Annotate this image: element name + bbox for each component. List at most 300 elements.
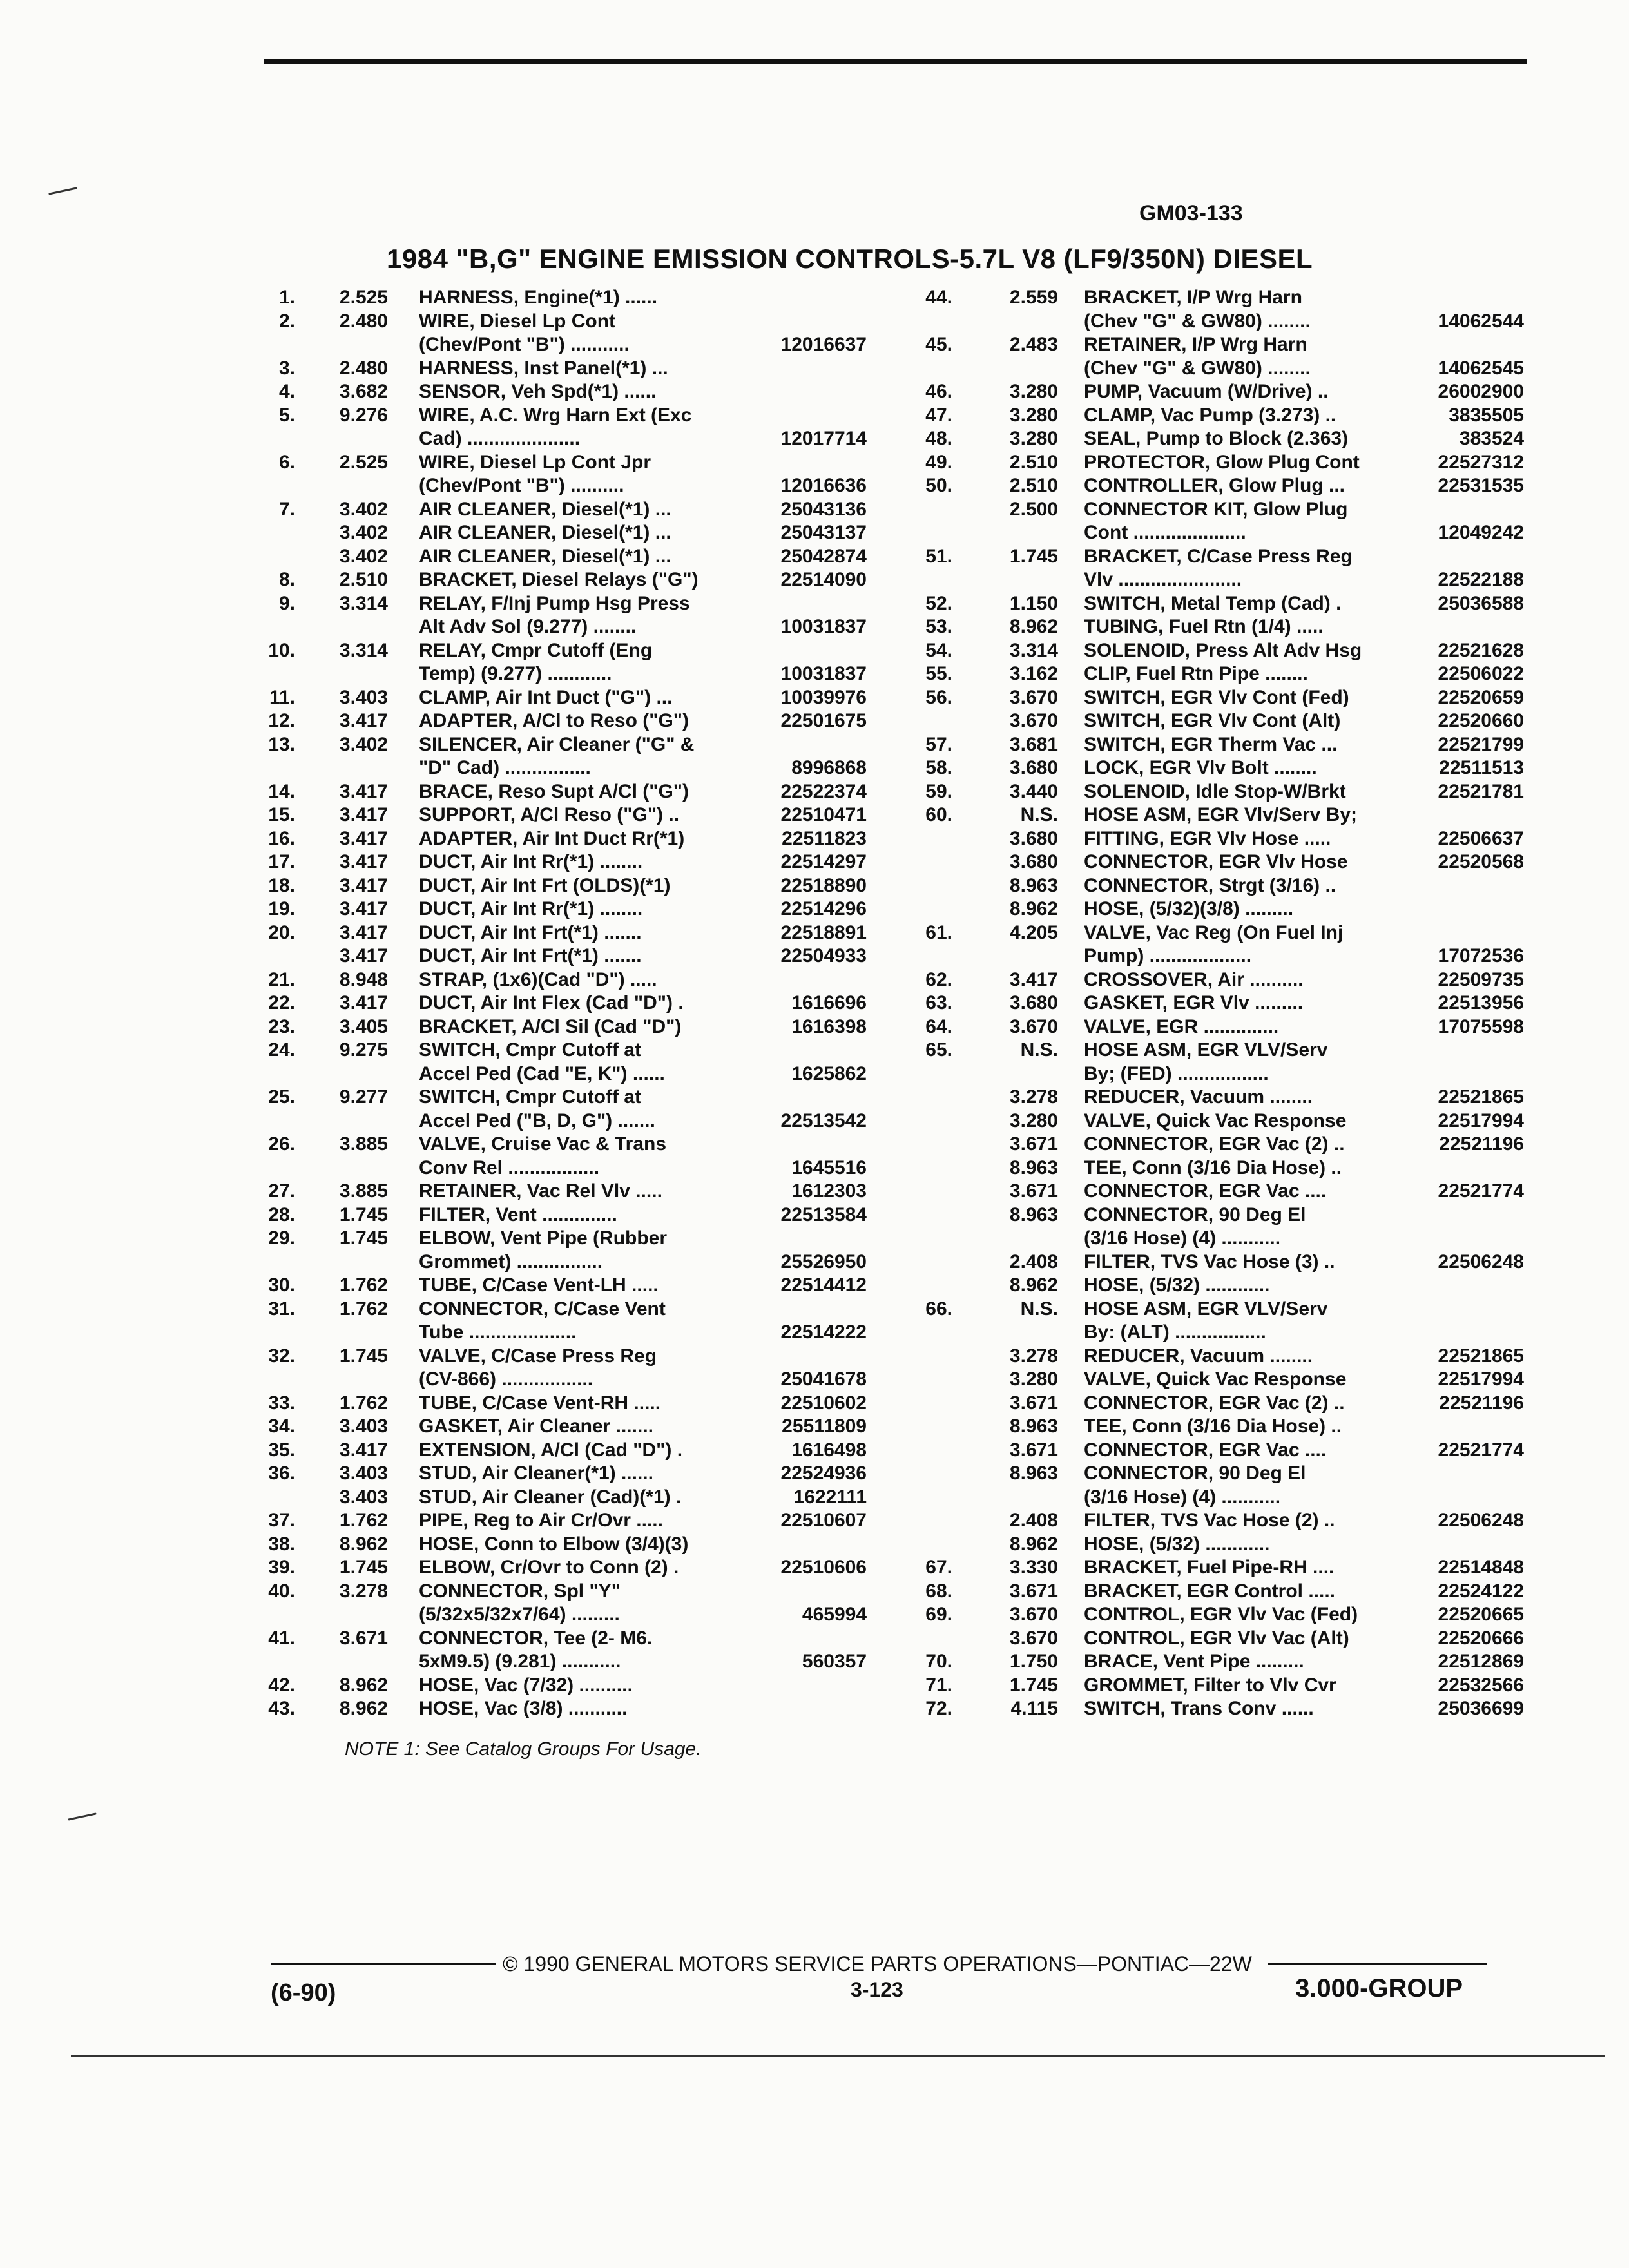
part-number: 22514297 xyxy=(780,851,867,872)
item-number: 7. xyxy=(278,498,295,520)
group-number: 3.417 xyxy=(339,898,388,919)
group-number: 4.115 xyxy=(1010,1698,1058,1719)
group-number: 2.510 xyxy=(1009,451,1058,473)
item-number: 55. xyxy=(925,663,952,684)
part-description: Conv Rel ................. xyxy=(419,1157,600,1178)
item-number: 10. xyxy=(268,639,295,661)
part-description: Accel Ped ("B, D, G") ....... xyxy=(419,1110,655,1131)
part-description: CONTROL, EGR Vlv Vac (Alt) xyxy=(1084,1627,1349,1649)
part-description: ELBOW, Cr/Ovr to Conn (2) . xyxy=(419,1557,679,1578)
part-number: 22520665 xyxy=(1438,1604,1524,1625)
part-number: 22521865 xyxy=(1438,1086,1524,1108)
part-description: SWITCH, EGR Therm Vac ... xyxy=(1084,733,1338,755)
part-number: 22521774 xyxy=(1438,1180,1524,1202)
item-number: 21. xyxy=(268,968,295,990)
item-number: 59. xyxy=(925,780,952,802)
group-number: 2.408 xyxy=(1009,1251,1058,1273)
item-number: 60. xyxy=(925,804,952,825)
group-number: 3.670 xyxy=(1009,686,1058,708)
item-number: 53. xyxy=(925,616,952,637)
part-number: 10039976 xyxy=(780,686,867,708)
part-description: AIR CLEANER, Diesel(*1) ... xyxy=(419,498,671,520)
part-description: (Chev/Pont "B") ........... xyxy=(419,334,630,355)
item-number: 69. xyxy=(925,1604,952,1625)
group-number: 4.205 xyxy=(1009,921,1058,943)
group-number: 3.671 xyxy=(1009,1392,1058,1414)
group-number: 3.682 xyxy=(339,381,388,402)
part-description: PUMP, Vacuum (W/Drive) .. xyxy=(1084,381,1329,402)
group-number: 2.559 xyxy=(1009,287,1058,308)
group-number: 3.885 xyxy=(339,1180,388,1202)
part-description: SUPPORT, A/Cl Reso ("G") .. xyxy=(419,804,680,825)
group-number: 1.745 xyxy=(1009,545,1058,567)
group-number: 3.670 xyxy=(1009,1015,1058,1037)
part-number: 465994 xyxy=(802,1604,867,1625)
part-description: Vlv ....................... xyxy=(1084,569,1242,590)
part-description: By; (FED) ................. xyxy=(1084,1062,1269,1084)
part-description: HARNESS, Engine(*1) ...... xyxy=(419,287,658,308)
group-number: 1.750 xyxy=(1009,1651,1058,1672)
part-number: 22510606 xyxy=(780,1557,867,1578)
item-number: 64. xyxy=(925,1015,952,1037)
part-description: WIRE, Diesel Lp Cont xyxy=(419,310,616,332)
group-number: 2.483 xyxy=(1009,334,1058,355)
item-number: 51. xyxy=(925,545,952,567)
part-number: 22511823 xyxy=(782,827,867,849)
part-description: BRACE, Vent Pipe ......... xyxy=(1084,1651,1304,1672)
part-description: CONNECTOR, EGR Vac (2) .. xyxy=(1084,1392,1345,1414)
part-description: DUCT, Air Int Rr(*1) ........ xyxy=(419,851,643,872)
group-number: 2.500 xyxy=(1009,498,1058,520)
group-number: 1.762 xyxy=(339,1392,388,1414)
part-description: TUBE, C/Case Vent-RH ..... xyxy=(419,1392,661,1414)
part-number: 22520659 xyxy=(1438,686,1524,708)
part-number: 22512869 xyxy=(1438,1651,1524,1672)
part-number: 22517994 xyxy=(1438,1369,1524,1390)
group-number: 2.480 xyxy=(339,357,388,379)
part-number: 12016637 xyxy=(780,334,867,355)
item-number: 2. xyxy=(278,310,295,332)
item-number: 44. xyxy=(925,287,952,308)
part-number: 22501675 xyxy=(780,710,867,731)
part-description: SWITCH, EGR Vlv Cont (Fed) xyxy=(1084,686,1349,708)
group-number: 3.417 xyxy=(339,1439,388,1461)
item-number: 18. xyxy=(268,874,295,896)
item-number: 40. xyxy=(268,1580,295,1602)
item-number: 26. xyxy=(268,1133,295,1155)
footer-rule-right xyxy=(1268,1963,1487,1965)
part-number: 22521799 xyxy=(1438,733,1524,755)
item-number: 30. xyxy=(268,1274,295,1296)
group-number: 1.745 xyxy=(339,1345,388,1367)
part-description: STRAP, (1x6)(Cad "D") ..... xyxy=(419,968,657,990)
part-number: 12016636 xyxy=(780,475,867,496)
part-number: 22518891 xyxy=(780,921,867,943)
part-number: 22531535 xyxy=(1438,475,1524,496)
group-number: 8.948 xyxy=(339,968,388,990)
part-description: SENSOR, Veh Spd(*1) ...... xyxy=(419,381,657,402)
group-number: 8.962 xyxy=(339,1533,388,1555)
part-description: FILTER, TVS Vac Hose (3) .. xyxy=(1084,1251,1335,1273)
part-description: BRACKET, C/Case Press Reg xyxy=(1084,545,1353,567)
part-number: 22521774 xyxy=(1438,1439,1524,1461)
item-number: 15. xyxy=(268,804,295,825)
group-number: 3.417 xyxy=(1009,968,1058,990)
top-rule xyxy=(264,59,1527,64)
group-number: 1.762 xyxy=(339,1298,388,1320)
group-number: 8.962 xyxy=(339,1698,388,1719)
group-number: 3.671 xyxy=(1009,1580,1058,1602)
part-description: TUBE, C/Case Vent-LH ..... xyxy=(419,1274,659,1296)
part-description: VALVE, Cruise Vac & Trans xyxy=(419,1133,667,1155)
item-number: 52. xyxy=(925,592,952,614)
part-description: Cad) ..................... xyxy=(419,428,581,449)
part-number: 383524 xyxy=(1459,428,1524,449)
group-number: 3.280 xyxy=(1009,1110,1058,1131)
group-number: 3.670 xyxy=(1009,710,1058,731)
part-number: 22521196 xyxy=(1439,1392,1524,1414)
item-number: 17. xyxy=(268,851,295,872)
footer-copyright: © 1990 GENERAL MOTORS SERVICE PARTS OPERATIONS—PONTIAC—22W xyxy=(503,1952,1252,1975)
group-number: 8.962 xyxy=(339,1674,388,1696)
part-description: CONNECTOR, EGR Vlv Hose xyxy=(1084,851,1348,872)
part-description: SWITCH, Cmpr Cutoff at xyxy=(419,1086,641,1108)
group-number: 3.280 xyxy=(1009,381,1058,402)
group-number: N.S. xyxy=(1020,804,1058,825)
part-description: DUCT, Air Int Frt(*1) ....... xyxy=(419,945,642,966)
part-description: (3/16 Hose) (4) ........... xyxy=(1084,1486,1281,1508)
part-description: By: (ALT) ................. xyxy=(1084,1321,1266,1343)
part-description: CONNECTOR, C/Case Vent xyxy=(419,1298,666,1320)
group-number: 9.277 xyxy=(339,1086,388,1108)
part-description: CONNECTOR, EGR Vac .... xyxy=(1084,1180,1327,1202)
part-number: 26002900 xyxy=(1438,381,1524,402)
item-number: 58. xyxy=(925,757,952,778)
group-number: 3.417 xyxy=(339,874,388,896)
part-number: 22504933 xyxy=(780,945,867,966)
part-number: 25511809 xyxy=(782,1416,867,1437)
part-number: 22514222 xyxy=(780,1321,867,1343)
part-description: HOSE, Vac (3/8) ........... xyxy=(419,1698,628,1719)
part-description: (Chev/Pont "B") .......... xyxy=(419,475,624,496)
part-number: 22514848 xyxy=(1438,1557,1524,1578)
item-number: 27. xyxy=(268,1180,295,1202)
part-number: 22522188 xyxy=(1438,569,1524,590)
item-number: 41. xyxy=(268,1627,295,1649)
item-number: 1. xyxy=(278,287,295,308)
part-description: GASKET, EGR Vlv ......... xyxy=(1084,992,1304,1014)
group-number: 3.671 xyxy=(1009,1439,1058,1461)
group-number: 9.276 xyxy=(339,404,388,426)
item-number: 45. xyxy=(925,334,952,355)
part-description: HOSE, (5/32)(3/8) ......... xyxy=(1084,898,1294,919)
group-number: 3.280 xyxy=(1009,428,1058,449)
group-number: 3.314 xyxy=(339,639,388,661)
group-number: 2.510 xyxy=(339,569,388,590)
item-number: 43. xyxy=(268,1698,295,1719)
part-number: 22518890 xyxy=(780,874,867,896)
part-number: 22517994 xyxy=(1438,1110,1524,1131)
part-number: 12049242 xyxy=(1438,522,1524,543)
part-description: (Chev "G" & GW80) ........ xyxy=(1084,310,1311,332)
part-description: SWITCH, EGR Vlv Cont (Alt) xyxy=(1084,710,1341,731)
margin-mark xyxy=(48,187,77,195)
part-number: 25036699 xyxy=(1438,1698,1524,1719)
part-number: 25041678 xyxy=(780,1369,867,1390)
part-description: SOLENOID, Idle Stop-W/Brkt xyxy=(1084,780,1346,802)
item-number: 16. xyxy=(268,827,295,849)
part-description: VALVE, Quick Vac Response xyxy=(1084,1369,1347,1390)
part-number: 22522374 xyxy=(780,780,867,802)
part-description: CONTROL, EGR Vlv Vac (Fed) xyxy=(1084,1604,1358,1625)
item-number: 28. xyxy=(268,1204,295,1225)
item-number: 66. xyxy=(925,1298,952,1320)
part-description: ADAPTER, Air Int Duct Rr(*1) xyxy=(419,827,685,849)
item-number: 6. xyxy=(278,451,295,473)
part-number: 22513584 xyxy=(780,1204,867,1225)
part-number: 22506637 xyxy=(1438,827,1524,849)
part-description: AIR CLEANER, Diesel(*1) ... xyxy=(419,545,671,567)
part-description: RETAINER, I/P Wrg Harn xyxy=(1084,334,1307,355)
item-number: 57. xyxy=(925,733,952,755)
group-number: 3.680 xyxy=(1009,992,1058,1014)
part-number: 1616498 xyxy=(791,1439,867,1461)
part-number: 22521628 xyxy=(1438,639,1524,661)
item-number: 65. xyxy=(925,1039,952,1061)
part-description: RELAY, F/Inj Pump Hsg Press xyxy=(419,592,690,614)
part-number: 22514412 xyxy=(780,1274,867,1296)
part-description: 5xM9.5) (9.281) ........... xyxy=(419,1651,621,1672)
group-number: 3.440 xyxy=(1009,780,1058,802)
part-number: 22509735 xyxy=(1438,968,1524,990)
part-description: Tube .................... xyxy=(419,1321,577,1343)
group-number: 3.280 xyxy=(1009,404,1058,426)
part-description: REDUCER, Vacuum ........ xyxy=(1084,1345,1313,1367)
part-number: 22510471 xyxy=(780,804,867,825)
group-number: 3.162 xyxy=(1009,663,1058,684)
group-number: 3.403 xyxy=(339,1416,388,1437)
part-description: PROTECTOR, Glow Plug Cont xyxy=(1084,451,1360,473)
part-number: 22521196 xyxy=(1439,1133,1524,1155)
part-description: SWITCH, Cmpr Cutoff at xyxy=(419,1039,641,1061)
part-number: 560357 xyxy=(802,1651,867,1672)
item-number: 19. xyxy=(268,898,295,919)
part-number: 17072536 xyxy=(1438,945,1524,966)
item-number: 36. xyxy=(268,1463,295,1484)
item-number: 67. xyxy=(925,1557,952,1578)
part-description: CROSSOVER, Air .......... xyxy=(1084,968,1304,990)
part-description: RELAY, Cmpr Cutoff (Eng xyxy=(419,639,653,661)
group-number: 8.963 xyxy=(1009,874,1058,896)
part-description: Pump) ................... xyxy=(1084,945,1252,966)
group-number: 8.962 xyxy=(1009,1274,1058,1296)
group-number: 9.275 xyxy=(339,1039,388,1061)
part-description: HOSE ASM, EGR Vlv/Serv By; xyxy=(1084,804,1358,825)
group-number: 3.403 xyxy=(339,1463,388,1484)
part-number: 3835505 xyxy=(1449,404,1524,426)
part-description: (Chev "G" & GW80) ........ xyxy=(1084,357,1311,379)
group-number: 3.402 xyxy=(339,733,388,755)
group-number: 8.962 xyxy=(1009,616,1058,637)
part-description: TUBING, Fuel Rtn (1/4) ..... xyxy=(1084,616,1324,637)
part-number: 25036588 xyxy=(1438,592,1524,614)
part-description: CONNECTOR, EGR Vac .... xyxy=(1084,1439,1327,1461)
margin-mark xyxy=(68,1812,97,1820)
part-number: 17075598 xyxy=(1438,1015,1524,1037)
part-number: 25042874 xyxy=(780,545,867,567)
item-number: 47. xyxy=(925,404,952,426)
part-description: (CV-866) ................. xyxy=(419,1369,593,1390)
group-number: 1.762 xyxy=(339,1510,388,1531)
item-number: 24. xyxy=(268,1039,295,1061)
part-description: WIRE, A.C. Wrg Harn Ext (Exc xyxy=(419,404,692,426)
item-number: 37. xyxy=(268,1510,295,1531)
part-number: 22506022 xyxy=(1438,663,1524,684)
part-description: CONNECTOR, Tee (2- M6. xyxy=(419,1627,653,1649)
group-number: 3.402 xyxy=(339,522,388,543)
part-number: 22513542 xyxy=(780,1110,867,1131)
group-number: 2.408 xyxy=(1009,1510,1058,1531)
part-number: 25526950 xyxy=(780,1251,867,1273)
part-description: VALVE, EGR .............. xyxy=(1084,1015,1279,1037)
part-description: FILTER, Vent .............. xyxy=(419,1204,617,1225)
part-description: HOSE ASM, EGR VLV/Serv xyxy=(1084,1298,1328,1320)
part-number: 22524936 xyxy=(780,1463,867,1484)
item-number: 12. xyxy=(268,710,295,731)
part-description: Grommet) ................ xyxy=(419,1251,603,1273)
part-number: 22506248 xyxy=(1438,1251,1524,1273)
group-number: 1.745 xyxy=(1009,1674,1058,1696)
part-description: "D" Cad) ................ xyxy=(419,757,591,778)
part-description: CLIP, Fuel Rtn Pipe ........ xyxy=(1084,663,1308,684)
group-number: 2.510 xyxy=(1009,475,1058,496)
group-number: 3.417 xyxy=(339,827,388,849)
part-description: (5/32x5/32x7/64) ......... xyxy=(419,1604,620,1625)
group-number: 3.670 xyxy=(1009,1604,1058,1625)
item-number: 20. xyxy=(268,921,295,943)
item-number: 8. xyxy=(278,569,295,590)
item-number: 34. xyxy=(268,1416,295,1437)
group-number: 3.680 xyxy=(1009,757,1058,778)
part-number: 1616696 xyxy=(791,992,867,1014)
part-number: 22524122 xyxy=(1438,1580,1524,1602)
part-description: DUCT, Air Int Flex (Cad "D") . xyxy=(419,992,684,1014)
part-description: VALVE, C/Case Press Reg xyxy=(419,1345,657,1367)
item-number: 23. xyxy=(268,1015,295,1037)
group-number: 8.963 xyxy=(1009,1416,1058,1437)
group-number: 8.963 xyxy=(1009,1463,1058,1484)
footer-rule-left xyxy=(271,1963,496,1965)
part-number: 22520666 xyxy=(1438,1627,1524,1649)
group-number: 3.417 xyxy=(339,804,388,825)
part-description: BRACE, Reso Supt A/Cl ("G") xyxy=(419,780,689,802)
item-number: 32. xyxy=(268,1345,295,1367)
part-description: Cont ..................... xyxy=(1084,522,1246,543)
item-number: 29. xyxy=(268,1227,295,1249)
group-number: 3.403 xyxy=(339,686,388,708)
item-number: 5. xyxy=(278,404,295,426)
group-number: 3.402 xyxy=(339,545,388,567)
group-number: 3.417 xyxy=(339,851,388,872)
group-number: 3.671 xyxy=(339,1627,388,1649)
item-number: 38. xyxy=(268,1533,295,1555)
part-number: 25043137 xyxy=(780,522,867,543)
part-description: SILENCER, Air Cleaner ("G" & xyxy=(419,733,695,755)
item-number: 71. xyxy=(925,1674,952,1696)
group-number: N.S. xyxy=(1020,1298,1058,1320)
part-description: CONNECTOR, Strgt (3/16) .. xyxy=(1084,874,1336,896)
group-number: 2.525 xyxy=(339,451,388,473)
part-number: 14062545 xyxy=(1438,357,1524,379)
item-number: 14. xyxy=(268,780,295,802)
part-description: Accel Ped (Cad "E, K") ...... xyxy=(419,1062,665,1084)
group-number: 3.417 xyxy=(339,921,388,943)
part-description: FITTING, EGR Vlv Hose ..... xyxy=(1084,827,1331,849)
part-number: 10031837 xyxy=(780,616,867,637)
part-description: HOSE, (5/32) ............ xyxy=(1084,1533,1270,1555)
group-number: 3.670 xyxy=(1009,1627,1058,1649)
part-description: RETAINER, Vac Rel Vlv ..... xyxy=(419,1180,662,1202)
part-description: FILTER, TVS Vac Hose (2) .. xyxy=(1084,1510,1335,1531)
group-number: 8.962 xyxy=(1009,898,1058,919)
part-description: CONNECTOR KIT, Glow Plug xyxy=(1084,498,1348,520)
group-number: 3.405 xyxy=(339,1015,388,1037)
part-description: BRACKET, Fuel Pipe-RH .... xyxy=(1084,1557,1335,1578)
group-number: 8.963 xyxy=(1009,1204,1058,1225)
group-number: 3.330 xyxy=(1009,1557,1058,1578)
part-description: AIR CLEANER, Diesel(*1) ... xyxy=(419,522,671,543)
part-number: 22521865 xyxy=(1438,1345,1524,1367)
group-number: 3.671 xyxy=(1009,1133,1058,1155)
item-number: 13. xyxy=(268,733,295,755)
part-number: 1645516 xyxy=(791,1157,867,1178)
part-description: ADAPTER, A/Cl to Reso ("G") xyxy=(419,710,689,731)
part-number: 22532566 xyxy=(1438,1674,1524,1696)
group-number: 3.280 xyxy=(1009,1369,1058,1390)
page-title: 1984 "B,G" ENGINE EMISSION CONTROLS-5.7L V8 (LF9/350N) DIESEL xyxy=(387,244,1313,274)
part-description: Temp) (9.277) ............ xyxy=(419,663,612,684)
part-number: 1612303 xyxy=(791,1180,867,1202)
group-number: 2.480 xyxy=(339,310,388,332)
part-description: SOLENOID, Press Alt Adv Hsg xyxy=(1084,639,1362,661)
part-description: GASKET, Air Cleaner ....... xyxy=(419,1416,653,1437)
part-description: CONNECTOR, EGR Vac (2) .. xyxy=(1084,1133,1345,1155)
group-number: 3.403 xyxy=(339,1486,388,1508)
item-number: 56. xyxy=(925,686,952,708)
part-number: 1622111 xyxy=(793,1486,867,1508)
part-description: BRACKET, I/P Wrg Harn xyxy=(1084,287,1302,308)
part-description: BRACKET, EGR Control ..... xyxy=(1084,1580,1335,1602)
group-number: 1.745 xyxy=(339,1227,388,1249)
group-number: 2.525 xyxy=(339,287,388,308)
group-number: 3.671 xyxy=(1009,1180,1058,1202)
group-number: 3.417 xyxy=(339,945,388,966)
item-number: 39. xyxy=(268,1557,295,1578)
bottom-rule xyxy=(71,2055,1605,2057)
part-number: 22513956 xyxy=(1438,992,1524,1014)
item-number: 9. xyxy=(278,592,295,614)
item-number: 4. xyxy=(278,381,295,402)
item-number: 61. xyxy=(925,921,952,943)
footer-page-number: 3-123 xyxy=(851,1978,903,2001)
part-description: HOSE, Vac (7/32) .......... xyxy=(419,1674,633,1696)
part-number: 22510607 xyxy=(780,1510,867,1531)
part-description: STUD, Air Cleaner (Cad)(*1) . xyxy=(419,1486,682,1508)
part-description: HARNESS, Inst Panel(*1) ... xyxy=(419,357,668,379)
group-number: 1.150 xyxy=(1009,592,1058,614)
part-number: 22506248 xyxy=(1438,1510,1524,1531)
item-number: 25. xyxy=(268,1086,295,1108)
